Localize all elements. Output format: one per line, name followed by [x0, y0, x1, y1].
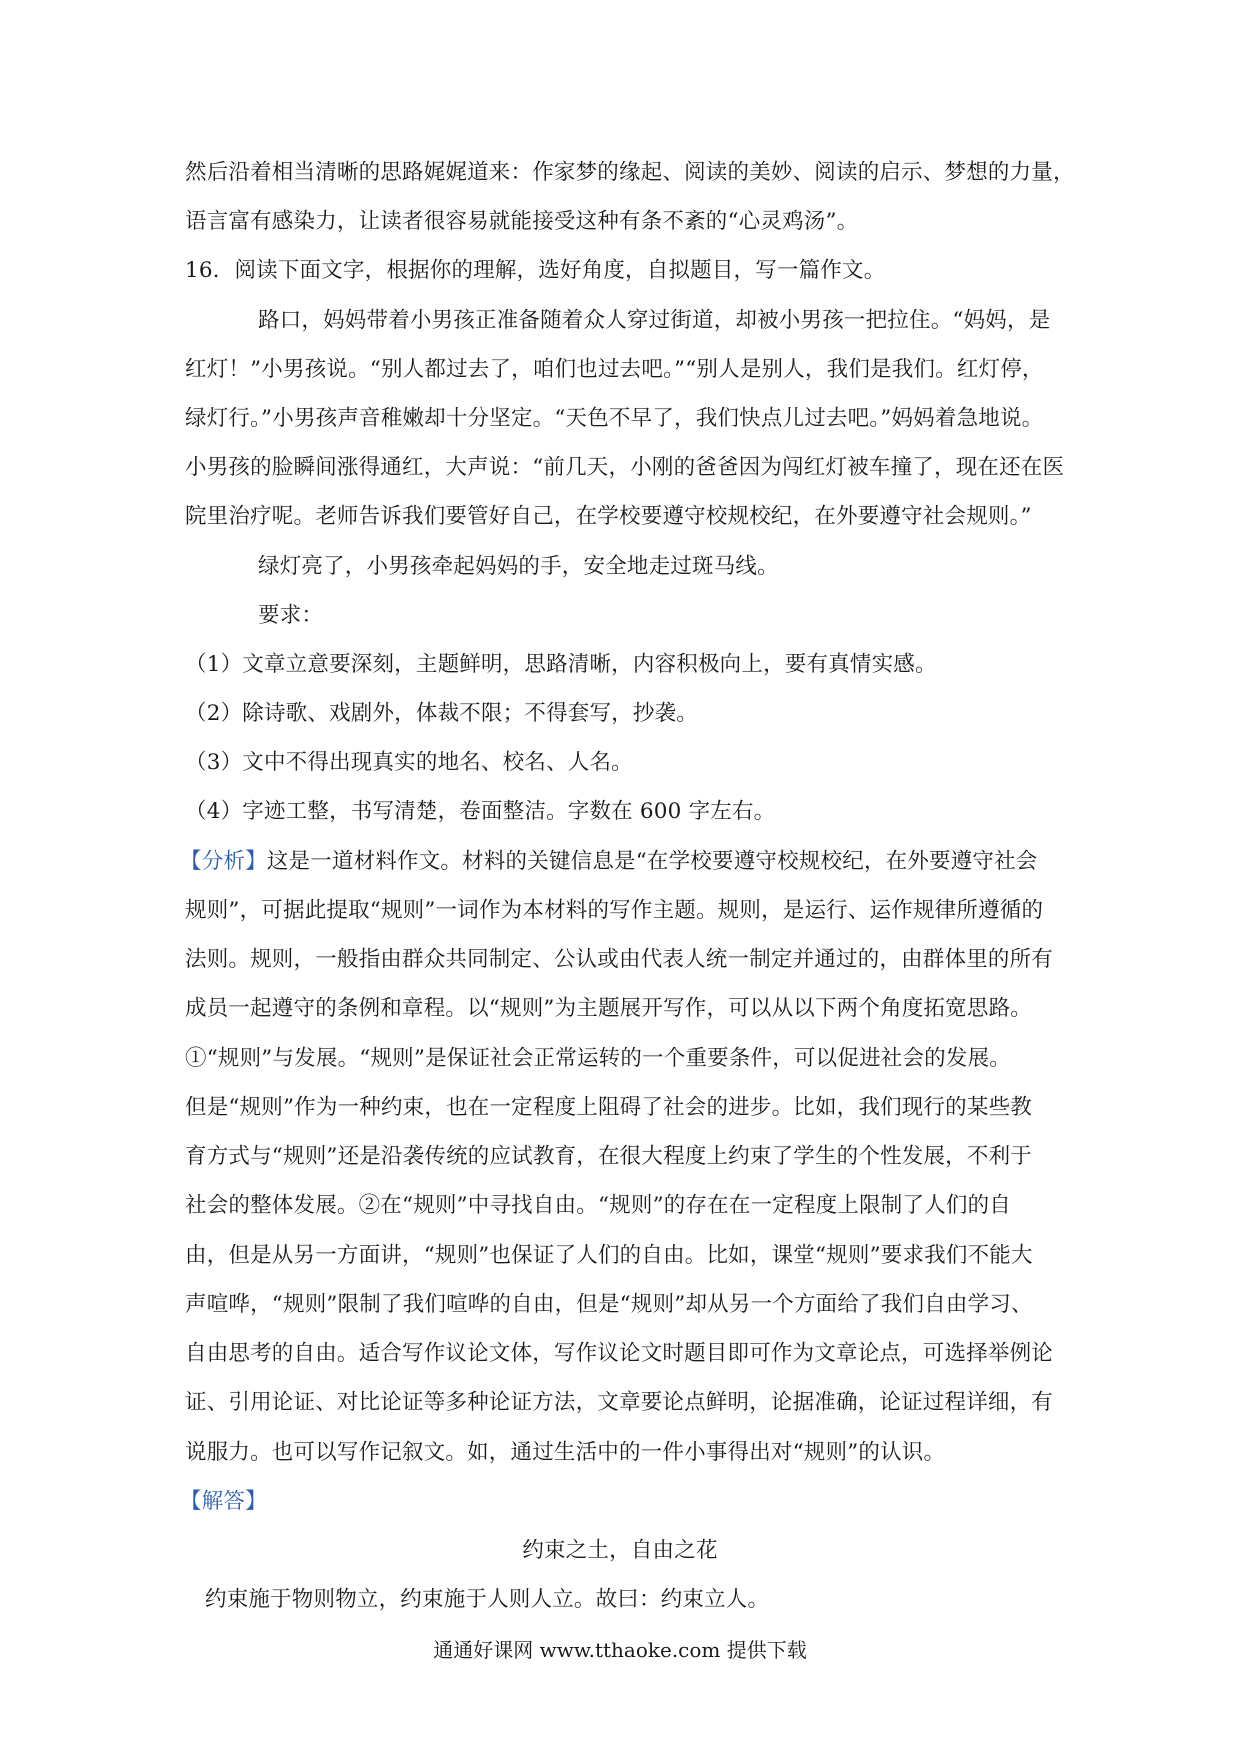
analysis-line-8: 社会的整体发展。②在“规则”中寻找自由。“规则”的存在在一定程度上限制了人们的自	[185, 1193, 1011, 1218]
analysis-line-10: 声喧哗，“规则”限制了我们喧哗的自由，但是“规则”却从另一个方面给了我们自由学习、	[185, 1292, 1033, 1317]
requirement-4: （4）字迹工整，书写清楚，卷面整洁。字数在 600 字左右。	[185, 799, 776, 824]
essay-first-line: 约束施于物则物立，约束施于人则人立。故曰：约束立人。	[205, 1587, 770, 1612]
analysis-line-12: 证、引用论证、对比论证等多种论证方法，文章要论点鲜明，论据准确，论证过程详细，有	[185, 1390, 1054, 1415]
analysis-first-line	[180, 848, 1038, 876]
material-end: 绿灯亮了，小男孩牵起妈妈的手，安全地走过斑马线。	[258, 554, 779, 579]
page-footer: 通通好课网 www.tthaoke.com 提供下载	[433, 1638, 807, 1662]
analysis-tag: 【分析】	[180, 849, 267, 874]
analysis-line-2: 规则”，可据此提取“规则”一词作为本材料的写作主题。规则，是运行、运作规律所遵循的	[185, 898, 1044, 923]
answer-tag: 【解答】	[180, 1489, 267, 1514]
analysis-line-9: 由，但是从另一方面讲，“规则”也保证了人们的自由。比如，课堂“规则”要求我们不能大	[185, 1243, 1033, 1268]
material-line-4: 小男孩的脸瞬间涨得通红，大声说：“前几天，小刚的爸爸因为闯红灯被车撞了，现在还在医	[185, 455, 1065, 480]
analysis-line-3: 法则。规则，一般指由群众共同制定、公认或由代表人统一制定并通过的，由群体里的所有	[185, 947, 1054, 972]
analysis-line-11: 自由思考的自由。适合写作议论文体，写作议论文时题目即可作为文章论点，可选择举例论	[185, 1341, 1054, 1366]
analysis-line-13: 说服力。也可以写作记叙文。如，通过生活中的一件小事得出对“规则”的认识。	[185, 1440, 946, 1465]
requirement-3: （3）文中不得出现真实的地名、校名、人名。	[185, 750, 633, 775]
analysis-line-5: ①“规则”与发展。“规则”是保证社会正常运转的一个重要条件，可以促进社会的发展。	[185, 1046, 1011, 1071]
question-prompt: 16．阅读下面文字，根据你的理解，选好角度，自拟题目，写一篇作文。	[185, 258, 886, 283]
material-line-3: 绿灯行。”小男孩声音稚嫩却十分坚定。“天色不早了，我们快点儿过去吧。”妈妈着急地说。	[185, 406, 1044, 431]
analysis-line-6: 但是“规则”作为一种约束，也在一定程度上阻碍了社会的进步。比如，我们现行的某些教	[185, 1095, 1032, 1120]
analysis-line-7: 育方式与“规则”还是沿袭传统的应试教育，在很大程度上约束了学生的个性发展，不利于	[185, 1144, 1032, 1169]
analysis-first-line-text: 这是一道材料作文。材料的关键信息是“在学校要遵守校规校纪，在外要遵守社会	[266, 849, 1038, 874]
requirement-1: （1）文章立意要深刻，主题鲜明，思路清晰，内容积极向上，要有真情实感。	[185, 652, 937, 677]
analysis-line-4: 成员一起遵守的条例和章程。以“规则”为主题展开写作，可以从以下两个角度拓宽思路。	[185, 996, 1032, 1021]
material-line-1: 路口，妈妈带着小男孩正准备随着众人穿过街道，却被小男孩一把拉住。“妈妈，是	[258, 308, 1051, 333]
prev-answer-line-1: 然后沿着相当清晰的思路娓娓道来：作家梦的缘起、阅读的美妙、阅读的启示、梦想的力量，	[185, 160, 1075, 185]
essay-title: 约束之土，自由之花	[522, 1538, 718, 1563]
requirements-heading: 要求：	[258, 603, 324, 628]
material-line-5: 院里治疗呢。老师告诉我们要管好自己，在学校要遵守校规校纪，在外要遵守社会规则。”	[185, 504, 1032, 529]
material-line-2: 红灯！”小男孩说。“别人都过去了，咱们也过去吧。”“别人是别人，我们是我们。红灯停，	[185, 357, 1044, 382]
prev-answer-line-2: 语言富有感染力，让读者很容易就能接受这种有条不紊的“心灵鸡汤”。	[185, 209, 859, 234]
requirement-2: （2）除诗歌、戏剧外，体裁不限；不得套写，抄袭。	[185, 701, 698, 726]
